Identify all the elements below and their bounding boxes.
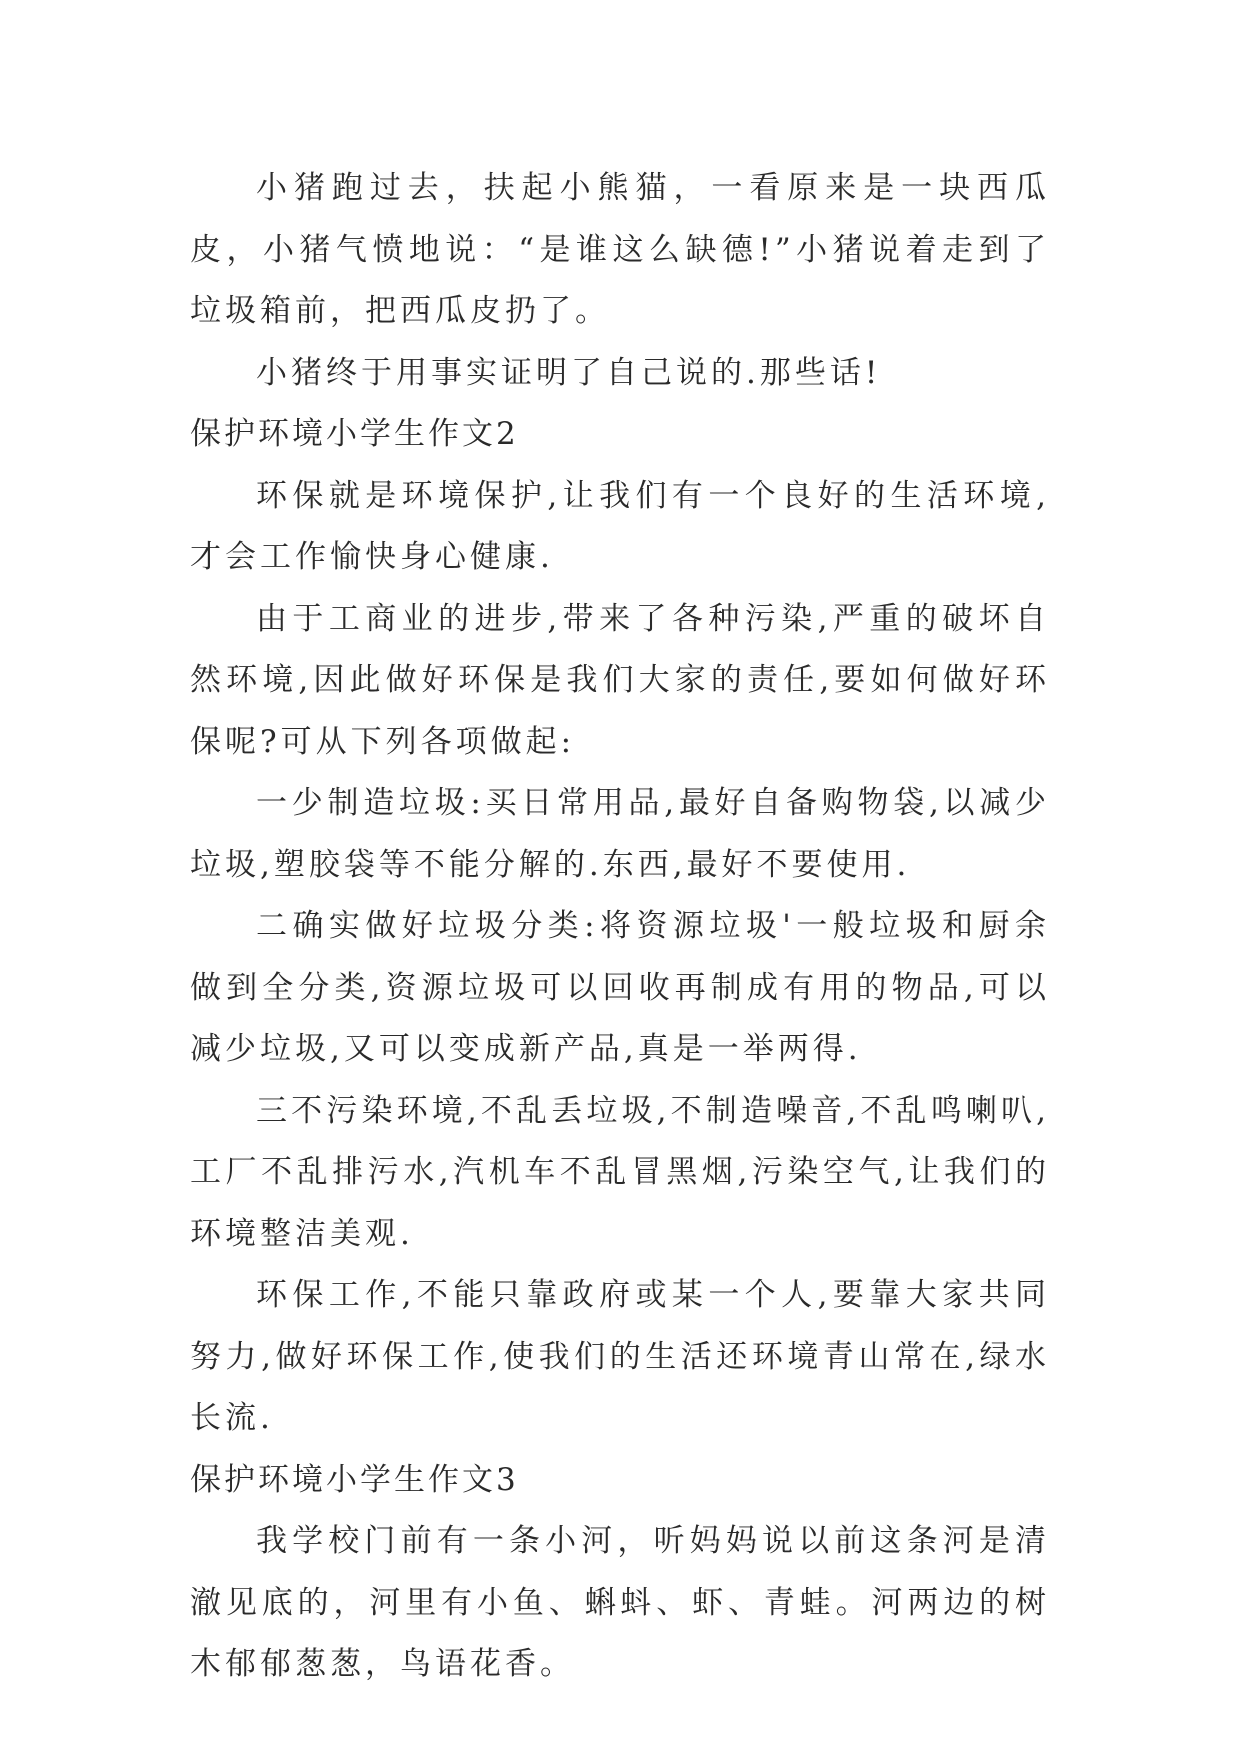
paragraph: 一少制造垃圾:买日常用品,最好自备购物袋,以减少垃圾,塑胶袋等不能分解的.东西,最好不要使用. xyxy=(190,785,1050,883)
document-body xyxy=(190,158,1050,1696)
paragraph: 环保就是环境保护,让我们有一个良好的生活环境,才会工作愉快身心健康. xyxy=(190,477,1050,575)
paragraph: 小猪终于用事实证明了自己说的.那些话! xyxy=(256,354,882,391)
paragraph: 由于工商业的进步,带来了各种污染,严重的破坏自然环境,因此做好环保是我们大家的责任,要如何做好环保呢?可从下列各项做起: xyxy=(190,600,1050,760)
paragraph: 三不污染环境,不乱丢垃圾,不制造噪音,不乱鸣喇叭,工厂不乱排污水,汽机车不乱冒黑烟,污染空气,让我们的环境整洁美观. xyxy=(190,1092,1050,1252)
paragraph: 二确实做好垃圾分类:将资源垃圾'一般垃圾和厨余做到全分类,资源垃圾可以回收再制成有用的物品,可以减少垃圾,又可以变成新产品,真是一举两得. xyxy=(190,908,1050,1067)
paragraph: 环保工作,不能只靠政府或某一个人,要靠大家共同努力,做好环保工作,使我们的生活还环境青山常在,绿水长流. xyxy=(190,1277,1050,1436)
section-heading: 保护环境小学生作文2 xyxy=(190,416,519,452)
paragraph: 小猪跑过去，扶起小熊猫，一看原来是一块西瓜皮，小猪气愤地说：“是谁这么缺德!”小猪说着走到了垃圾箱前，把西瓜皮扔了。 xyxy=(190,170,1050,329)
section-heading: 保护环境小学生作文3 xyxy=(190,1461,519,1498)
paragraph: 我学校门前有一条小河，听妈妈说以前这条河是清澈见底的，河里有小鱼、蝌蚪、虾、青蛙。河两边的树木郁郁葱葱，鸟语花香。 xyxy=(190,1523,1050,1682)
